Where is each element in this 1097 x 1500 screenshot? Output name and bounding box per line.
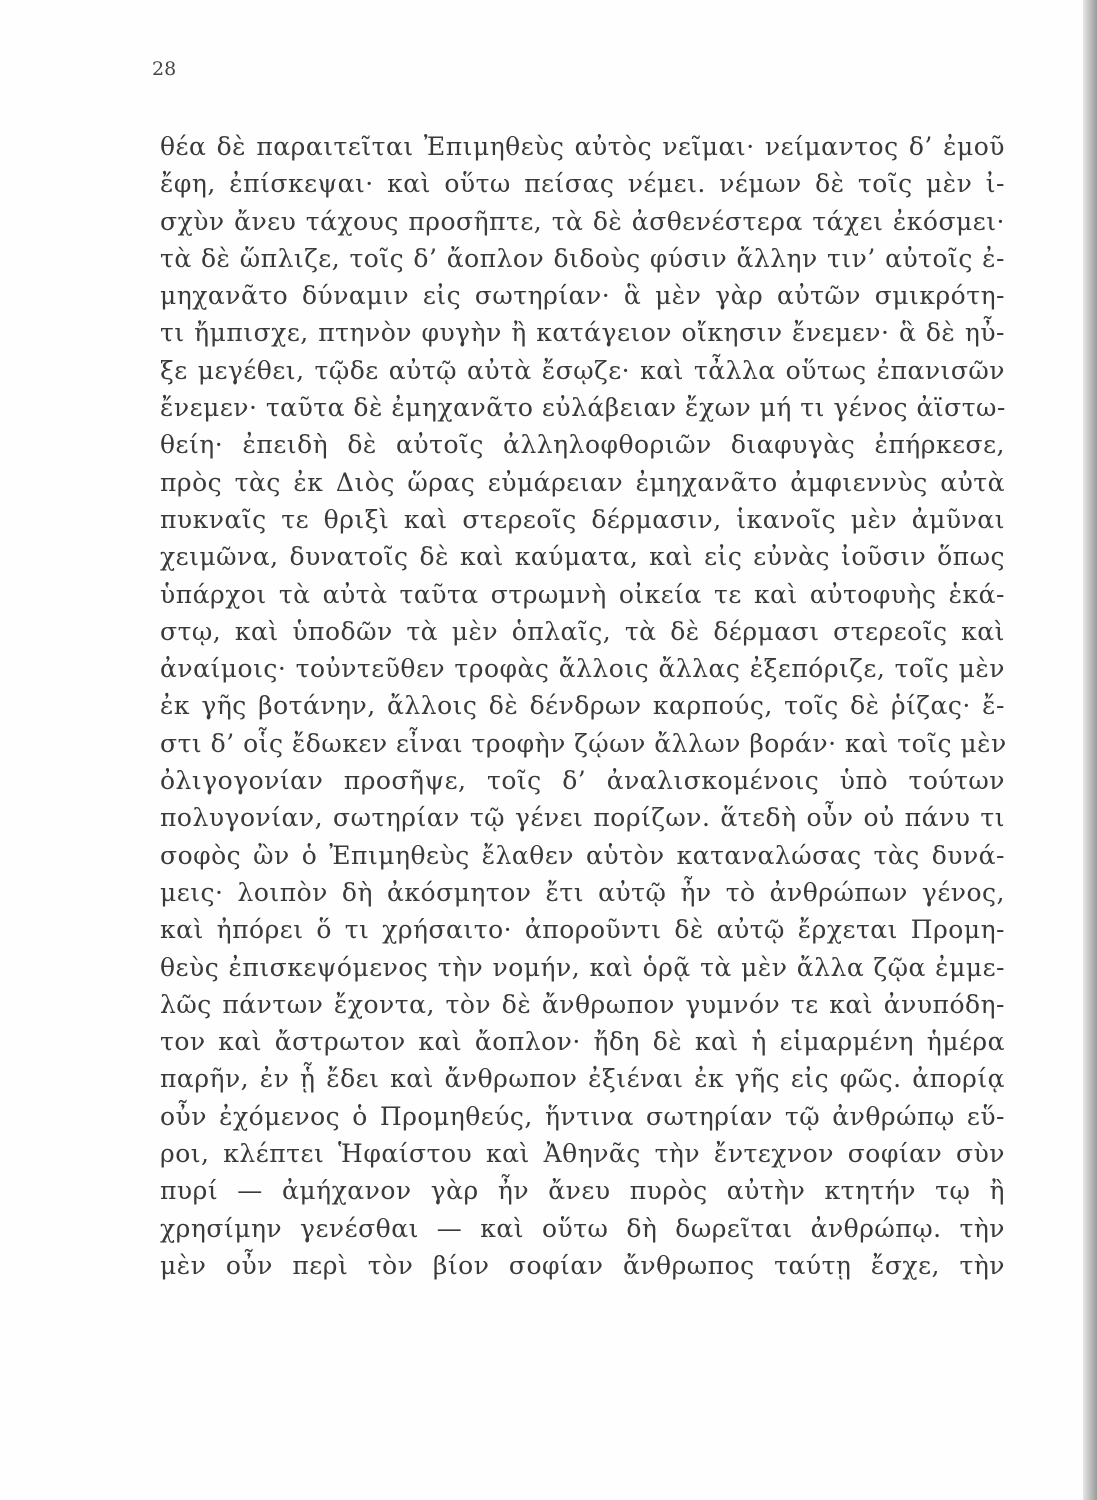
- text-line: ροι, κλέπτει Ἡφαίστου καὶ Ἀθηνᾶς τὴν ἔντεχνον σοφίαν σὺν: [160, 1139, 1005, 1169]
- text-line: ἔνεμεν· ταῦτα δὲ ἐμηχανᾶτο εὐλάβειαν ἔχων μή τι γένος ἀϊστω-: [160, 393, 1006, 423]
- text-line: καὶ ἠπόρει ὅ τι χρήσαιτο· ἀποροῦντι δὲ αὐτῷ ἔρχεται Προμη-: [160, 915, 1005, 945]
- page-edge-shadow: [1083, 0, 1097, 1500]
- text-line: χειμῶνα, δυνατοῖς δὲ καὶ καύματα, καὶ εἰς εὐνὰς ἰοῦσιν ὅπως: [160, 542, 1005, 572]
- text-line: θέα δὲ παραιτεῖται Ἐπιμηθεὺς αὐτὸς νεῖμαι· νείμαντος δ’ ἐμοῦ: [160, 132, 1005, 161]
- text-line: χρησίμην γενέσθαι — καὶ οὕτω δὴ δωρεῖται ἀνθρώπῳ. τὴν: [160, 1213, 1005, 1243]
- page-number: 28: [152, 58, 177, 80]
- text-line: ἔφη, ἐπίσκεψαι· καὶ οὕτω πείσας νέμει. νέμων δὲ τοῖς μὲν ἰ-: [160, 169, 1005, 199]
- text-line: θεὺς ἐπισκεψόμενος τὴν νομήν, καὶ ὁρᾷ τὰ μὲν ἄλλα ζῷα ἐμμε-: [160, 952, 1005, 982]
- text-line: τὰ δὲ ὥπλιζε, τοῖς δ’ ἄοπλον διδοὺς φύσιν ἄλλην τιν’ αὐτοῖς ἐ-: [160, 243, 1005, 273]
- text-line: ἀναίμοις· τοὐντεῦθεν τροφὰς ἄλλοις ἄλλας ἐξεπόριζε, τοῖς μὲν: [160, 654, 1005, 684]
- text-line: ἐκ γῆς βοτάνην, ἄλλοις δὲ δένδρων καρπούς, τοῖς δὲ ῥίζας· ἔ-: [160, 691, 1005, 721]
- text-line: τον καὶ ἄστρωτον καὶ ἄοπλον· ἤδη δὲ καὶ ἡ εἱμαρμένη ἡμέρα: [160, 1027, 1005, 1057]
- text-line: ὀλιγογονίαν προσῆψε, τοῖς δ’ ἀναλισκομένοις ὑπὸ τούτων: [160, 766, 1005, 796]
- text-line: πρὸς τὰς ἐκ Διὸς ὥρας εὐμάρειαν ἐμηχανᾶτο ἀμφιεννὺς αὐτὰ: [160, 467, 1005, 497]
- text-line: πυκναῖς τε θριξὶ καὶ στερεοῖς δέρμασιν, ἱκανοῖς μὲν ἀμῦναι: [160, 504, 1005, 534]
- text-line: στῳ, καὶ ὑποδῶν τὰ μὲν ὁπλαῖς, τὰ δὲ δέρμασι στερεοῖς καὶ: [160, 616, 1005, 646]
- text-line: πυρί — ἀμήχανον γὰρ ἦν ἄνευ πυρὸς αὐτὴν κτητήν τῳ ἢ: [160, 1176, 1005, 1206]
- text-line: μὲν οὖν περὶ τὸν βίον σοφίαν ἄνθρωπος ταύτῃ ἔσχε, τὴν: [160, 1250, 1005, 1280]
- text-line: ξε μεγέθει, τῷδε αὐτῷ αὐτὰ ἔσῳζε· καὶ τἆλλα οὕτως ἐπανισῶν: [160, 355, 1005, 385]
- text-line: λῶς πάντων ἔχοντα, τὸν δὲ ἄνθρωπον γυμνόν τε καὶ ἀνυπόδη-: [160, 989, 1005, 1019]
- text-line: τι ἤμπισχε, πτηνὸν φυγὴν ἢ κατάγειον οἴκησιν ἔνεμεν· ἃ δὲ ηὖ-: [160, 318, 1005, 348]
- text-line: μηχανᾶτο δύναμιν εἰς σωτηρίαν· ἃ μὲν γὰρ αὐτῶν σμικρότη-: [160, 281, 1005, 311]
- text-line: σοφὸς ὢν ὁ Ἐπιμηθεὺς ἔλαθεν αὑτὸν καταναλώσας τὰς δυνά-: [160, 840, 1005, 870]
- text-line: στι δ’ οἷς ἔδωκεν εἶναι τροφὴν ζῴων ἄλλων βοράν· καὶ τοῖς μὲν: [160, 728, 1007, 758]
- text-line: παρῆν, ἐν ᾗ ἔδει καὶ ἄνθρωπον ἐξιέναι ἐκ γῆς εἰς φῶς. ἀπορίᾳ: [160, 1064, 1005, 1094]
- text-line: πολυγονίαν, σωτηρίαν τῷ γένει πορίζων. ἅτεδὴ οὖν οὐ πάνυ τι: [160, 803, 1005, 833]
- text-line: ὑπάρχοι τὰ αὐτὰ ταῦτα στρωμνὴ οἰκεία τε καὶ αὐτοφυὴς ἑκά-: [160, 579, 1005, 609]
- text-line: οὖν ἐχόμενος ὁ Προμηθεύς, ἥντινα σωτηρίαν τῷ ἀνθρώπῳ εὕ-: [160, 1101, 1005, 1131]
- text-line: θείη· ἐπειδὴ δὲ αὐτοῖς ἀλληλοφθοριῶν διαφυγὰς ἐπήρκεσε,: [160, 430, 1005, 460]
- text-line: σχὺν ἄνευ τάχους προσῆπτε, τὰ δὲ ἀσθενέστερα τάχει ἐκόσμει·: [160, 206, 1005, 236]
- text-line: μεις· λοιπὸν δὴ ἀκόσμητον ἔτι αὐτῷ ἦν τὸ ἀνθρώπων γένος,: [160, 877, 1005, 907]
- body-text: [160, 128, 1005, 1284]
